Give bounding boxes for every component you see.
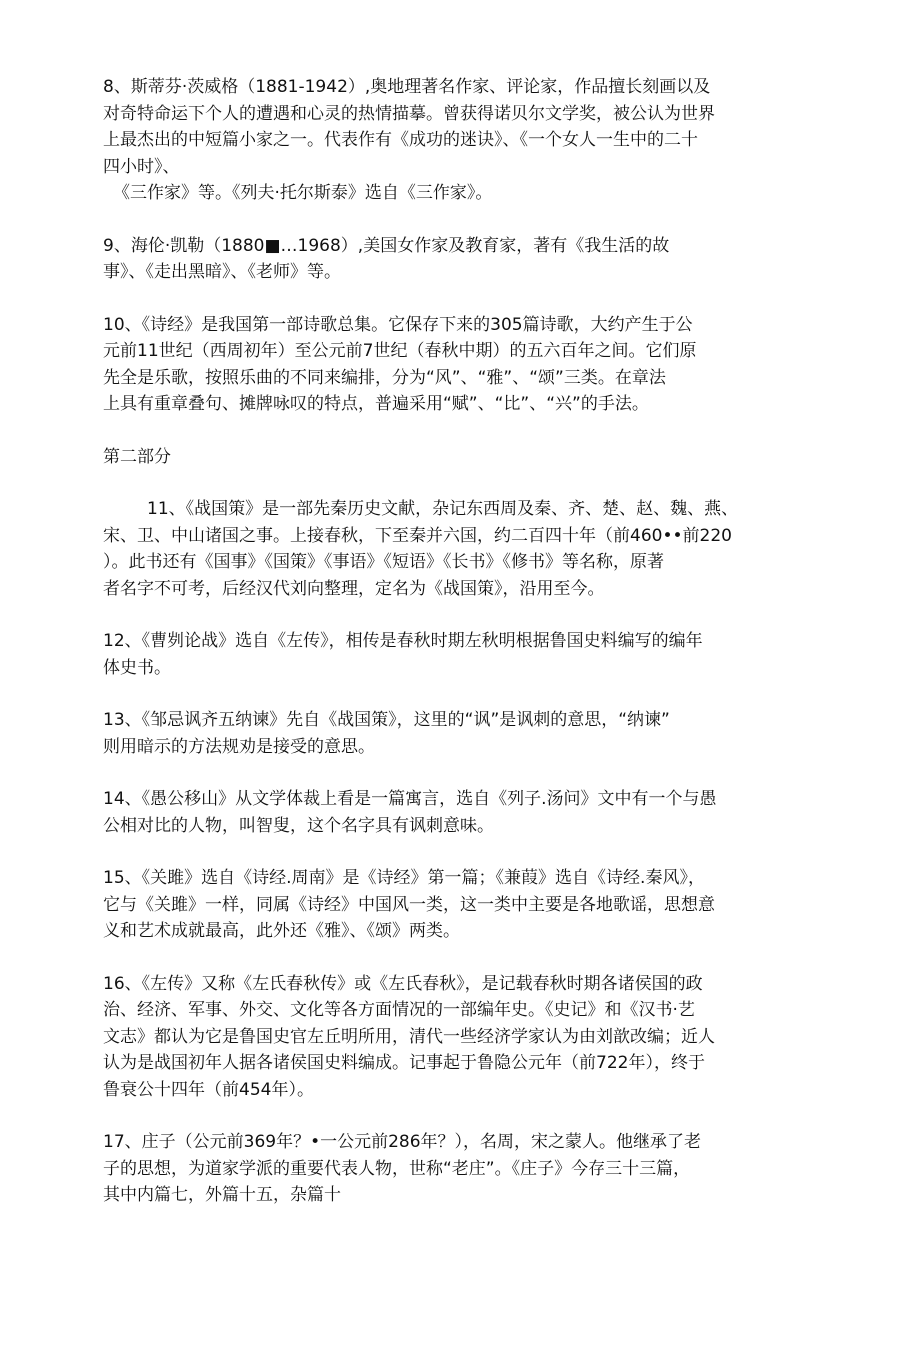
- item-8-line-2: 对奇特命运下个人的遭遇和心灵的热情描摹。曾获得诺贝尔文学奖，被公认为世界: [103, 103, 715, 124]
- item-10: [103, 312, 818, 418]
- item-8-line-3: 上最杰出的中短篇小家之一。代表作有《成功的迷诀》、《一个女人一生中的二十: [103, 130, 698, 150]
- item-13-line-2: 则用暗示的方法规劝是接受的意思。: [103, 736, 375, 757]
- item-8-line-5: 《三作家》等。《列夫·托尔斯泰》选自《三作家》。: [113, 183, 493, 203]
- item-16-line-5: 鲁衰公十四年（前454年）。: [103, 1079, 314, 1100]
- item-11-line-3: ）。此书还有《国事》《国策》《事语》《短语》《长书》《修书》等名称，原著: [103, 552, 664, 572]
- item-11-line-1: 11、《战国策》是一部先秦历史文献，杂记东西周及秦、齐、楚、赵、魏、燕、: [147, 499, 739, 519]
- item-17-line-1: 17、庄子（公元前369年？•一公元前286年？），名周，宋之蒙人。他继承了老: [103, 1132, 702, 1152]
- item-13: [103, 707, 818, 760]
- item-15-line-2: 它与《关雎》一样，同属《诗经》中国风一类，这一类中主要是各地歌谣，思想意: [103, 894, 715, 915]
- item-12-line-2: 体史书。: [103, 657, 171, 678]
- item-16: [103, 971, 818, 1104]
- item-13-line-1: 13、《邹忌讽齐五纳谏》先自《战国策》，这里的“讽”是讽刺的意思，“纳谏”: [103, 710, 670, 730]
- item-8-line-1: 8、斯蒂芬·茨威格（1881-1942）,奥地理著名作家、评论家，作品擅长刻画以及: [103, 77, 711, 97]
- item-12-line-1: 12、《曹刿论战》选自《左传》，相传是春秋时期左秋明根据鲁国史料编写的编年: [103, 631, 703, 651]
- item-17-line-2: 子的思想，为道家学派的重要代表人物，世称“老庄”。《庄子》今存三十三篇，: [103, 1158, 691, 1179]
- item-15-line-3: 义和艺术成就最高，此外还《雅》、《颂》两类。: [103, 921, 460, 941]
- item-10-line-4: 上具有重章叠句、摊牌咏叹的特点，普遍采用“赋”、“比”、“兴”的手法。: [103, 394, 649, 414]
- item-16-line-2: 治、经济、军事、外交、文化等各方面情况的一部编年史。《史记》和《汉书·艺: [103, 1000, 695, 1020]
- item-15: [103, 865, 818, 945]
- item-16-line-4: 认为是战国初年人据各诸侯国史料编成。记事起于鲁隐公元年（前722年），终于: [103, 1053, 705, 1073]
- document-page: [103, 74, 818, 1235]
- item-12: [103, 628, 818, 681]
- item-16-line-1: 16、《左传》又称《左氏春秋传》或《左氏春秋》，是记载春秋时期各诸侯国的政: [103, 973, 703, 994]
- item-17: [103, 1129, 818, 1209]
- item-15-line-1: 15、《关雎》选自《诗经.周南》是《诗经》第一篇；《兼葭》选自《诗经.秦风》，: [103, 868, 705, 888]
- item-10-line-1: 10、《诗经》是我国第一部诗歌总集。它保存下来的305篇诗歌，大约产生于公: [103, 314, 693, 335]
- item-11-line-4: 者名字不可考，后经汉代刘向整理，定名为《战国策》，沿用至今。: [103, 578, 605, 599]
- item-8-line-4: 四小时》、: [103, 156, 180, 177]
- item-16-line-3: 文志》都认为它是鲁国史官左丘明所用，清代一些经济学家认为由刘歆改编；近人: [103, 1026, 715, 1047]
- item-14: [103, 786, 818, 839]
- section-title: 第二部分: [103, 446, 171, 467]
- item-14-line-1: 14、《愚公移山》从文学体裁上看是一篇寓言，选自《列子.汤问》文中有一个与愚: [103, 789, 717, 809]
- item-8: [103, 74, 818, 207]
- item-9: [103, 233, 818, 286]
- item-9-line-2: 事》、《走出黑暗》、《老师》等。: [103, 262, 341, 282]
- item-10-line-3: 先全是乐歌，按照乐曲的不同来编排，分为“风”、“雅”、“颂”三类。在章法: [103, 367, 666, 388]
- item-10-line-2: 元前11世纪（西周初年）至公元前7世纪（春秋中期）的五六百年之间。它们原: [103, 341, 697, 361]
- item-11: [103, 496, 818, 602]
- item-17-line-3: 其中内篇七，外篇十五，杂篇十: [103, 1185, 341, 1205]
- item-14-line-2: 公相对比的人物，叫智叟，这个名字具有讽刺意味。: [103, 815, 494, 836]
- item-11-line-2: 宋、卫、中山诸国之事。上接春秋，下至秦并六国，约二百四十年（前460••前220: [103, 525, 732, 546]
- item-9-line-1: 9、海伦·凯勒（1880■…1968）,美国女作家及教育家，著有《我生活的故: [103, 235, 670, 256]
